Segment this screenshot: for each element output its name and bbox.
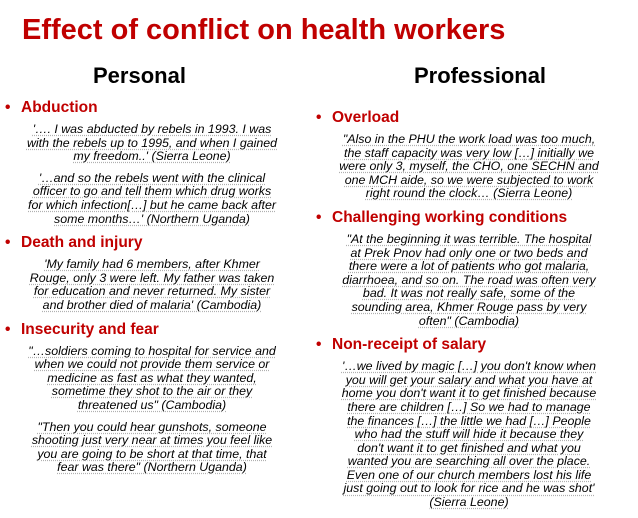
quote-line: "Then you could hear gunshots, someone [37,419,267,434]
quote-line: officer to go and tell them which drug works [32,184,272,199]
quote-line: who had the stuff will hide it because they [354,427,584,442]
quote-line: when we could not provide them service or [34,357,270,372]
quote-block [311,233,627,328]
quote-line: my freedom..' (Sierra Leone) [73,149,231,164]
bullet-icon: • [5,234,11,252]
quote-line: sounding area, Khmer Rouge pass by very [351,299,587,314]
quote-line: "Also in the PHU the work load was too much, [342,132,596,146]
bullet-label: Challenging working conditions [332,208,568,226]
quote-line: were only 3, myself, the CHO, one SECHN and [339,159,599,174]
quote-block [311,360,627,510]
bullet-icon: • [316,208,322,226]
bullet-label: Non-receipt of salary [332,336,487,354]
professional-heading: Professional [414,63,547,88]
quote-line: often" (Cambodia) [418,313,520,328]
quote-block [0,421,304,475]
professional-column [311,109,627,518]
quote-line: home you don't want it to get finished because [341,386,597,401]
bullet-icon: • [316,336,322,354]
bullet-icon: • [5,99,11,116]
quote-block [0,172,304,226]
quote-line: "At the beginning it was terrible. The hospital [346,231,592,246]
quote-line: right round the clock… (Sierra Leone) [365,186,573,201]
quote-line: just going out to look for rice and he was shot' [343,481,595,496]
quote-line: there are children […] So we had to manage [347,399,591,414]
quote-line: 'My family had 6 members, after Khmer [44,257,260,272]
quote-block [311,133,627,201]
bullet-label: Overload [332,109,400,126]
quote-block [0,123,304,164]
bullet-heading [316,209,627,227]
bullet-icon: • [316,109,322,126]
bullet-label: Abduction [21,99,98,116]
quote-line: '…. I was abducted by rebels in 1993. I was [32,122,272,136]
quote-line: bad. It was not really safe, some of the [362,286,576,301]
quote-line: Rouge, only 3 were left. My father was taken [29,270,275,285]
quote-line: medicine as fast as what they wanted, [47,370,257,385]
quote-line: '…and so the rebels went with the clinical [38,170,266,185]
quote-line: (Sierra Leone) [429,495,509,510]
bullet-heading [316,109,627,127]
quote-line: at Prek Pnov had only one or two beds and [350,245,588,260]
personal-column [0,99,304,483]
bullet-label: Insecurity and fear [21,320,159,338]
quote-line: the staff capacity was very low […] initially we [344,145,594,160]
bullet-heading [5,321,304,339]
quote-line: sometime they shot to the air or they [51,384,253,399]
quote-line: for education and never returned. My sister [33,284,271,299]
bullet-heading [5,99,304,117]
quote-line: shooting just very near at times you feel like [31,433,273,448]
quote-line: threatened us" (Cambodia) [77,397,227,412]
quote-line: you will get your salary and what you have at [345,372,593,387]
quote-line: "…soldiers coming to hospital for service and [28,343,276,358]
bullet-icon: • [5,320,11,338]
quote-line: there were a lot of patients who got malaria, [348,259,590,274]
slide-title: Effect of conflict on health workers [22,14,506,46]
bullet-label: Death and injury [21,234,143,252]
quote-line: fear was there" (Northern Uganda) [57,460,247,475]
quote-block [0,258,304,312]
quote-line: one MCH aide, so we were subjected to work [344,172,594,187]
quote-line: and brother died of malaria' (Cambodia) [42,297,262,312]
quote-line: the finances […] the little we had […] People [347,413,591,428]
quote-line: some months…' (Northern Uganda) [54,211,250,226]
quote-block [0,345,304,413]
quote-line: '…we lived by magic […] you don't know when [341,359,597,374]
quote-line: Even one of our church members lost his life [346,467,592,482]
quote-line: wanted you are searching all over the place. [347,454,591,469]
quote-line: for which infection[…] but he came back after [28,197,276,212]
quote-line: diarrhoea, and so on. The road was often very [342,272,596,287]
quote-line: don't want it to get finished and what you [357,440,581,455]
bullet-heading [316,336,627,354]
quote-line: with the rebels up to 1995, and when I gained [26,135,278,150]
quote-line: you are going to be short at that time, that [37,446,267,461]
personal-heading: Personal [93,63,186,88]
bullet-heading [5,234,304,252]
